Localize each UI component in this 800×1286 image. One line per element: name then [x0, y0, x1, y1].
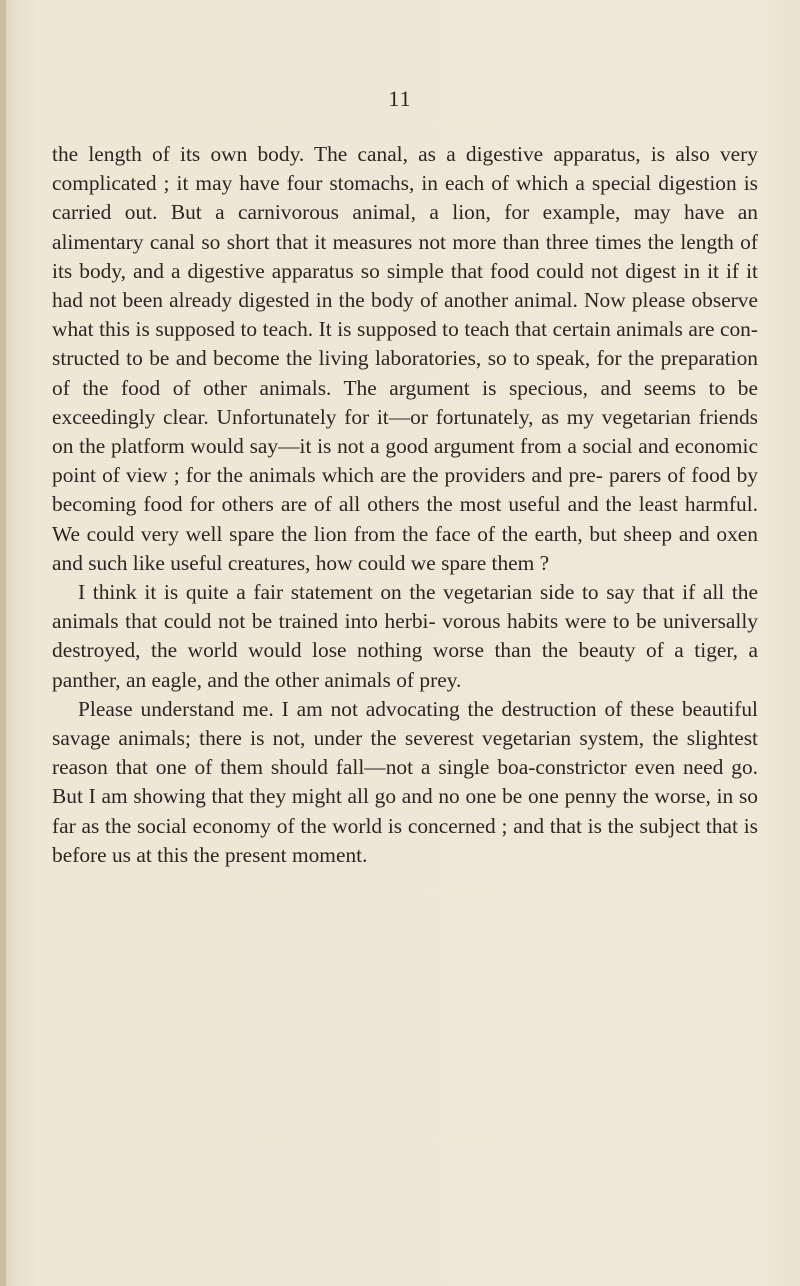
page-body — [52, 140, 758, 870]
paragraph-vegetarian-side: I think it is quite a fair statement on the vegetarian side to say that if all the animals that could not be trained into herbi- vorous habits were to be universally destroyed, the world would lose nothing worse than the beauty of a tiger, a panther, an eagle, and the other animals of prey. — [52, 580, 758, 692]
paragraph-continuation: the length of its own body. The canal, as a digestive apparatus, is also very complicated ; it may have four stomachs, in each of which a special digestion is carried out. But a carnivorous animal, a lion, for example, may have an alimentary canal so short that it measures not more than three times the length of its body, and a digestive apparatus so simple that food could not digest in it if it had not been already digested in the body of another animal. Now please observe what this is supposed to teach. It is supposed to teach that certain animals are con- structed to be and become the living laboratories, so to speak, for the preparation of the food of other animals. The argument is specious, and seems to be exceedingly clear. Unfortunately for it—or fortunately, as my vegetarian friends on the platform would say—it is not a good argument from a social and economic point of view ; for the animals which are the providers and pre- parers of food by becoming food for others are of all others the most useful and the least harmful. We could very well spare the lion from the face of the earth, but sheep and oxen and such like useful creatures, how could we spare them ? — [52, 142, 758, 575]
page-number: 11 — [388, 86, 412, 111]
paragraph-understand-me: Please understand me. I am not advocating the destruction of these beautiful savage animals; there is not, under the severest vegetarian system, the slightest reason that one of them should fall—not a single boa-constrictor even need go. But I am showing that they might all go and no one be one penny the worse, in so far as the social economy of the world is concerned ; and that is the subject that is before us at this the present moment. — [52, 696, 758, 867]
page-gutter — [0, 0, 6, 1286]
